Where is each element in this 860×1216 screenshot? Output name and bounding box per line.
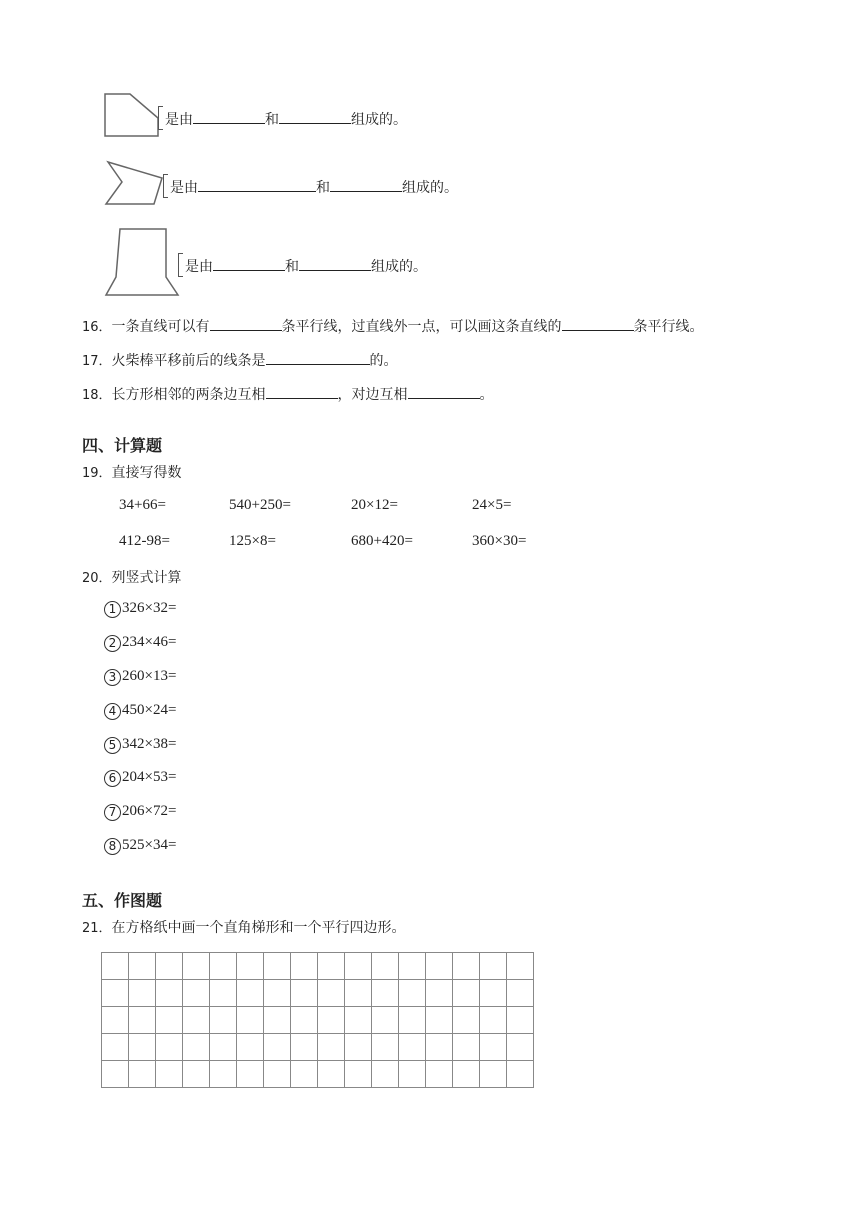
grid-cell[interactable] bbox=[156, 953, 183, 980]
shape2-text: 是由 和 组成的。 bbox=[163, 174, 458, 198]
grid-cell[interactable] bbox=[345, 1007, 372, 1034]
calc-item: 125×8= bbox=[229, 533, 276, 549]
grid-cell[interactable] bbox=[129, 953, 156, 980]
grid-cell[interactable] bbox=[318, 980, 345, 1007]
section-heading-4: 四、计算题 bbox=[82, 436, 163, 455]
vertical-calc-item: 6 204×53= bbox=[104, 769, 176, 787]
grid-cell[interactable] bbox=[345, 1034, 372, 1061]
grid-cell[interactable] bbox=[507, 1061, 534, 1088]
grid-cell[interactable] bbox=[183, 953, 210, 980]
question-21-title: 21．在方格纸中画一个直角梯形和一个平行四边形。 bbox=[82, 920, 406, 936]
grid-cell[interactable] bbox=[237, 1061, 264, 1088]
grid-cell[interactable] bbox=[156, 1061, 183, 1088]
grid-cell[interactable] bbox=[291, 1007, 318, 1034]
grid-cell[interactable] bbox=[237, 980, 264, 1007]
square-grid[interactable] bbox=[101, 952, 534, 1088]
question-20-title: 20．列竖式计算 bbox=[82, 570, 182, 586]
calc-item: 412-98= bbox=[119, 533, 170, 549]
grid-cell[interactable] bbox=[399, 1034, 426, 1061]
blank[interactable] bbox=[198, 177, 316, 192]
circled-number: 6 bbox=[104, 770, 121, 787]
blank[interactable] bbox=[279, 109, 351, 124]
grid-cell[interactable] bbox=[264, 953, 291, 980]
grid-cell[interactable] bbox=[399, 1061, 426, 1088]
circled-number: 2 bbox=[104, 635, 121, 652]
grid-cell[interactable] bbox=[345, 980, 372, 1007]
grid-cell[interactable] bbox=[156, 1034, 183, 1061]
grid-cell[interactable] bbox=[426, 953, 453, 980]
grid-cell[interactable] bbox=[372, 953, 399, 980]
shape1-text: 是由 和 组成的。 bbox=[158, 106, 407, 130]
grid-cell[interactable] bbox=[345, 953, 372, 980]
grid-cell[interactable] bbox=[426, 1034, 453, 1061]
grid-cell[interactable] bbox=[237, 1007, 264, 1034]
vertical-calc-item: 2 234×46= bbox=[104, 634, 176, 652]
grid-cell[interactable] bbox=[453, 953, 480, 980]
grid-cell[interactable] bbox=[426, 980, 453, 1007]
grid-cell[interactable] bbox=[156, 980, 183, 1007]
grid-cell[interactable] bbox=[210, 980, 237, 1007]
calc-item: 360×30= bbox=[472, 533, 527, 549]
grid-cell[interactable] bbox=[480, 1061, 507, 1088]
grid-cell[interactable] bbox=[480, 1007, 507, 1034]
grid-cell[interactable] bbox=[210, 1007, 237, 1034]
grid-cell[interactable] bbox=[102, 1034, 129, 1061]
grid-cell[interactable] bbox=[318, 1061, 345, 1088]
question-18: 18．长方形相邻的两条边互相 ，对边互相 。 bbox=[82, 384, 494, 404]
grid-cell[interactable] bbox=[264, 1061, 291, 1088]
section-heading-5: 五、作图题 bbox=[82, 891, 163, 910]
grid-cell[interactable] bbox=[318, 1034, 345, 1061]
blank[interactable] bbox=[210, 316, 282, 331]
vertical-calc-item: 4 450×24= bbox=[104, 702, 176, 720]
blank[interactable] bbox=[330, 177, 402, 192]
grid-cell[interactable] bbox=[399, 1007, 426, 1034]
question-17: 17．火柴棒平移前后的线条是 的。 bbox=[82, 350, 398, 370]
circled-number: 8 bbox=[104, 838, 121, 855]
shape1-figure bbox=[100, 90, 162, 140]
grid-cell[interactable] bbox=[399, 953, 426, 980]
grid-cell[interactable] bbox=[291, 980, 318, 1007]
grid-cell[interactable] bbox=[453, 1007, 480, 1034]
brace-mark bbox=[178, 253, 183, 277]
grid-cell[interactable] bbox=[156, 1007, 183, 1034]
grid-cell[interactable] bbox=[210, 1034, 237, 1061]
grid-cell[interactable] bbox=[129, 980, 156, 1007]
vertical-calc-item: 5 342×38= bbox=[104, 736, 176, 754]
vertical-calc-item: 8 525×34= bbox=[104, 837, 176, 855]
shape3-figure bbox=[102, 225, 182, 299]
blank[interactable] bbox=[299, 256, 371, 271]
calc-item: 540+250= bbox=[229, 497, 291, 513]
grid-cell[interactable] bbox=[210, 953, 237, 980]
grid-cell[interactable] bbox=[453, 1061, 480, 1088]
grid-cell[interactable] bbox=[372, 1061, 399, 1088]
circled-number: 5 bbox=[104, 737, 121, 754]
grid-cell[interactable] bbox=[318, 953, 345, 980]
blank[interactable] bbox=[562, 316, 634, 331]
grid-cell[interactable] bbox=[102, 1007, 129, 1034]
grid-cell[interactable] bbox=[237, 1034, 264, 1061]
grid-cell[interactable] bbox=[264, 1034, 291, 1061]
brace-mark bbox=[158, 106, 163, 130]
grid-cell[interactable] bbox=[183, 980, 210, 1007]
grid-cell[interactable] bbox=[453, 1034, 480, 1061]
grid-cell[interactable] bbox=[507, 1034, 534, 1061]
grid-cell[interactable] bbox=[372, 980, 399, 1007]
calc-item: 20×12= bbox=[351, 497, 398, 513]
grid-cell[interactable] bbox=[318, 1007, 345, 1034]
calc-item: 24×5= bbox=[472, 497, 512, 513]
shape2-figure bbox=[102, 156, 168, 210]
grid-cell[interactable] bbox=[507, 1007, 534, 1034]
brace-mark bbox=[163, 174, 168, 198]
grid-cell[interactable] bbox=[345, 1061, 372, 1088]
circled-number: 4 bbox=[104, 703, 121, 720]
grid-cell[interactable] bbox=[264, 1007, 291, 1034]
vertical-calc-item: 3 260×13= bbox=[104, 668, 176, 686]
grid-cell[interactable] bbox=[372, 1007, 399, 1034]
grid-cell[interactable] bbox=[129, 1007, 156, 1034]
blank[interactable] bbox=[213, 256, 285, 271]
grid-cell[interactable] bbox=[291, 1034, 318, 1061]
vertical-calc-item: 1 326×32= bbox=[104, 600, 176, 618]
blank[interactable] bbox=[193, 109, 265, 124]
circled-number: 7 bbox=[104, 804, 121, 821]
grid-cell[interactable] bbox=[480, 953, 507, 980]
grid-cell[interactable] bbox=[102, 980, 129, 1007]
question-16: 16．一条直线可以有 条平行线，过直线外一点，可以画这条直线的 条平行线。 bbox=[82, 316, 704, 336]
question-19-title: 19．直接写得数 bbox=[82, 465, 182, 481]
grid-cell[interactable] bbox=[129, 1034, 156, 1061]
shape3-text: 是由 和 组成的。 bbox=[178, 253, 427, 277]
grid-cell[interactable] bbox=[264, 980, 291, 1007]
grid-cell[interactable] bbox=[291, 953, 318, 980]
grid-cell[interactable] bbox=[102, 953, 129, 980]
grid-cell[interactable] bbox=[507, 980, 534, 1007]
grid-cell[interactable] bbox=[102, 1061, 129, 1088]
grid-cell[interactable] bbox=[210, 1061, 237, 1088]
grid-cell[interactable] bbox=[399, 980, 426, 1007]
blank[interactable] bbox=[266, 350, 370, 365]
grid-cell[interactable] bbox=[183, 1061, 210, 1088]
grid-cell[interactable] bbox=[426, 1061, 453, 1088]
vertical-calc-item: 7 206×72= bbox=[104, 803, 176, 821]
grid-cell[interactable] bbox=[372, 1034, 399, 1061]
circled-number: 1 bbox=[104, 601, 121, 618]
grid-cell[interactable] bbox=[237, 953, 264, 980]
calc-item: 680+420= bbox=[351, 533, 413, 549]
grid-cell[interactable] bbox=[480, 980, 507, 1007]
circled-number: 3 bbox=[104, 669, 121, 686]
grid-cell[interactable] bbox=[183, 1034, 210, 1061]
grid-cell[interactable] bbox=[426, 1007, 453, 1034]
grid-cell[interactable] bbox=[453, 980, 480, 1007]
grid-cell[interactable] bbox=[183, 1007, 210, 1034]
blank[interactable] bbox=[408, 384, 480, 399]
grid-cell[interactable] bbox=[129, 1061, 156, 1088]
grid-cell[interactable] bbox=[291, 1061, 318, 1088]
calc-item: 34+66= bbox=[119, 497, 166, 513]
grid-cell[interactable] bbox=[480, 1034, 507, 1061]
blank[interactable] bbox=[266, 384, 338, 399]
grid-cell[interactable] bbox=[507, 953, 534, 980]
